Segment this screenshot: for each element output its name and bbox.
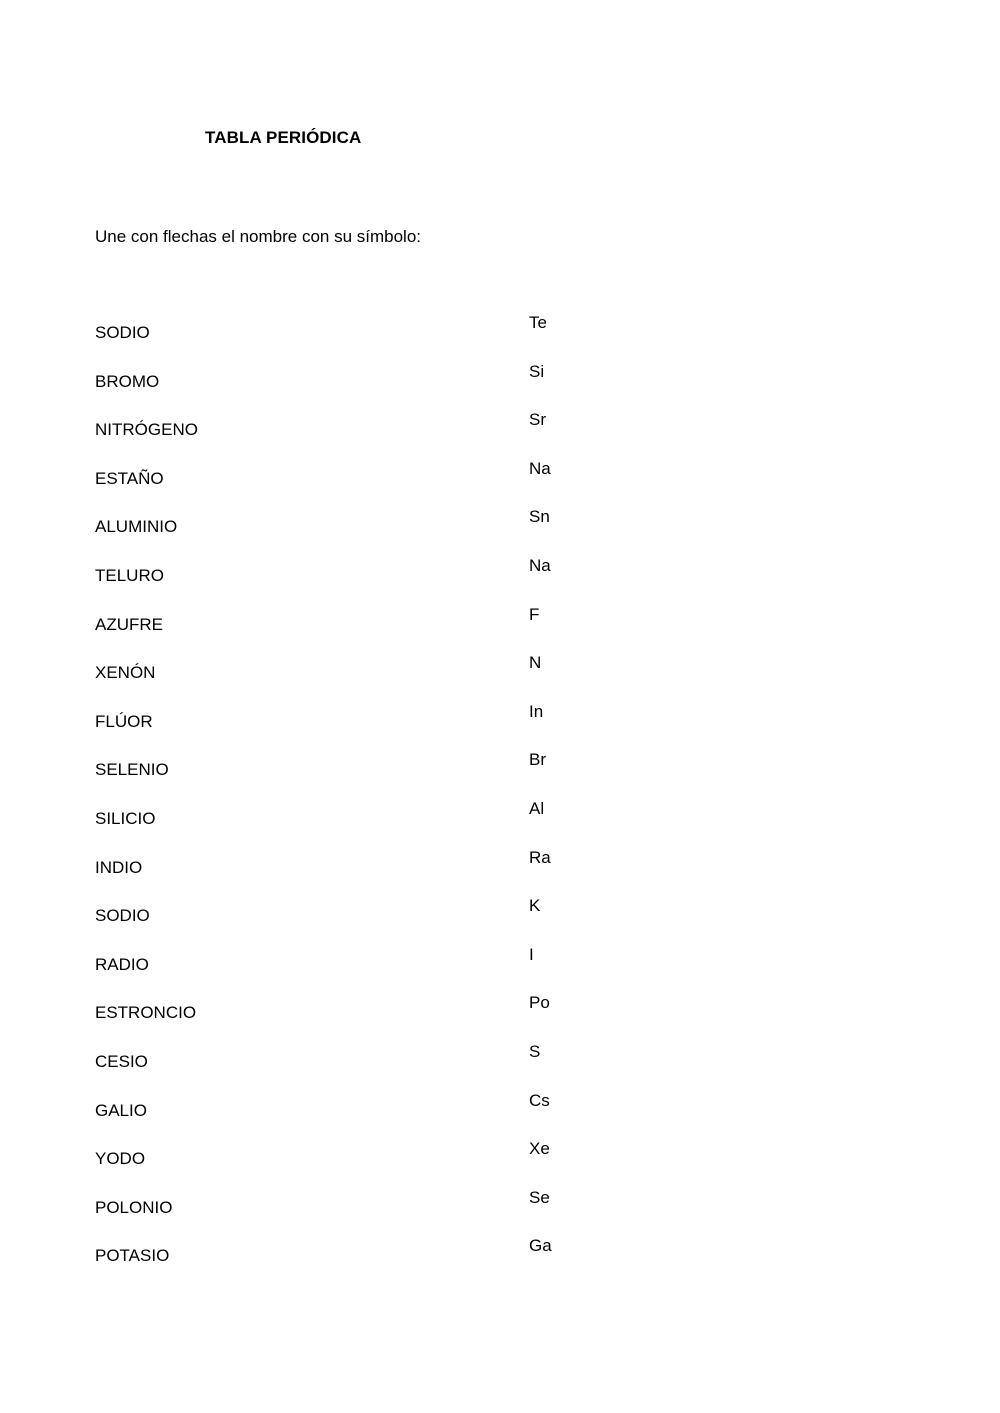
element-name-list [95, 322, 198, 1294]
element-symbol: Sr [529, 410, 546, 430]
element-symbol: In [529, 701, 544, 721]
element-name: BROMO [95, 371, 160, 391]
element-name: TELURO [95, 565, 164, 585]
element-symbol: Ra [529, 847, 551, 867]
element-symbol: F [529, 604, 540, 624]
element-name: ESTAÑO [95, 468, 164, 488]
element-symbol: I [529, 944, 534, 964]
element-symbol: Br [529, 750, 546, 770]
element-symbol: Sn [529, 507, 550, 527]
page-title: TABLA PERIÓDICA [205, 128, 362, 147]
element-name: XENÓN [95, 663, 156, 683]
instruction-text: Une con flechas el nombre con su símbolo: [95, 227, 422, 246]
element-name: RADIO [95, 954, 149, 974]
element-name: ALUMINIO [95, 517, 178, 537]
element-symbol: Te [529, 313, 547, 332]
element-name: POLONIO [95, 1197, 173, 1217]
element-symbol: Se [529, 1187, 550, 1207]
element-name: INDIO [95, 857, 143, 877]
element-symbol: K [529, 896, 541, 916]
element-name: POTASIO [95, 1246, 170, 1266]
element-name: CESIO [95, 1051, 148, 1071]
element-name: YODO [95, 1149, 146, 1169]
element-symbol: Na [529, 555, 551, 575]
element-symbol: N [529, 653, 542, 673]
element-name: AZUFRE [95, 614, 163, 634]
element-symbol: S [529, 1041, 541, 1061]
element-symbol: Si [529, 361, 545, 381]
element-symbol: Po [529, 993, 550, 1013]
element-name: SILICIO [95, 808, 156, 828]
element-symbol: Cs [529, 1090, 550, 1110]
element-name: SODIO [95, 906, 150, 926]
element-symbol-list [529, 312, 552, 1284]
element-symbol: Al [529, 798, 545, 818]
element-symbol: Na [529, 458, 551, 478]
element-name: GALIO [95, 1100, 147, 1120]
element-name: SODIO [95, 323, 150, 342]
element-symbol: Xe [529, 1139, 550, 1159]
element-name: NITRÓGENO [95, 420, 198, 440]
element-name: SELENIO [95, 760, 169, 780]
element-name: ESTRONCIO [95, 1003, 197, 1023]
element-symbol: Ga [529, 1236, 552, 1256]
element-name: FLÚOR [95, 711, 153, 731]
